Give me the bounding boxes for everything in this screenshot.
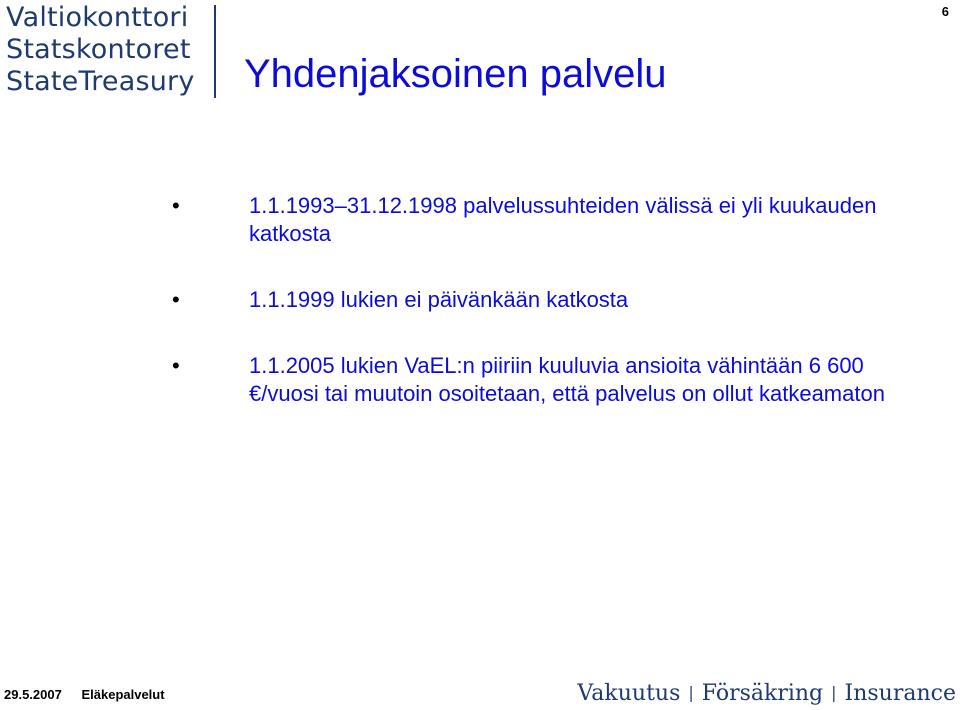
tagline-fi: Vakuutus <box>577 681 681 706</box>
bullet-item <box>172 286 932 314</box>
logo-line-sv: Statskontoret <box>6 34 191 65</box>
footer-date: 29.5.2007 <box>4 687 62 702</box>
tagline-sv: Försäkring <box>701 681 824 706</box>
bullet-icon: • <box>172 193 180 218</box>
separator-icon: | <box>688 683 694 702</box>
bullet-list <box>172 192 932 408</box>
logo-line-en: StateTreasury <box>6 66 195 97</box>
logo <box>6 2 195 98</box>
bullet-text: 1.1.1999 lukien ei päivänkään katkosta <box>249 287 629 312</box>
footer-tagline <box>577 681 956 706</box>
tagline-en: Insurance <box>844 681 956 706</box>
bullet-item <box>172 352 932 408</box>
footer-section: Eläkepalvelut <box>81 687 165 702</box>
slide-title: Yhdenjaksoinen palvelu <box>244 52 667 96</box>
page-number: 6 <box>941 4 949 19</box>
logo-divider <box>214 5 216 98</box>
separator-icon: | <box>831 683 837 702</box>
bullet-icon: • <box>172 353 180 378</box>
bullet-icon: • <box>172 287 180 312</box>
bullet-item <box>172 192 932 248</box>
logo-line-fi: Valtiokonttori <box>6 2 189 33</box>
bullet-text: 1.1.2005 lukien VaEL:n piiriin kuuluvia ansioita vähintään 6 600 €/vuosi tai muutoin osoitetaan, että palvelus on ollut katkeamaton <box>249 353 885 406</box>
footer-info <box>4 687 165 702</box>
bullet-text: 1.1.1993–31.12.1998 palvelussuhteiden välissä ei yli kuukauden katkosta <box>249 193 877 246</box>
